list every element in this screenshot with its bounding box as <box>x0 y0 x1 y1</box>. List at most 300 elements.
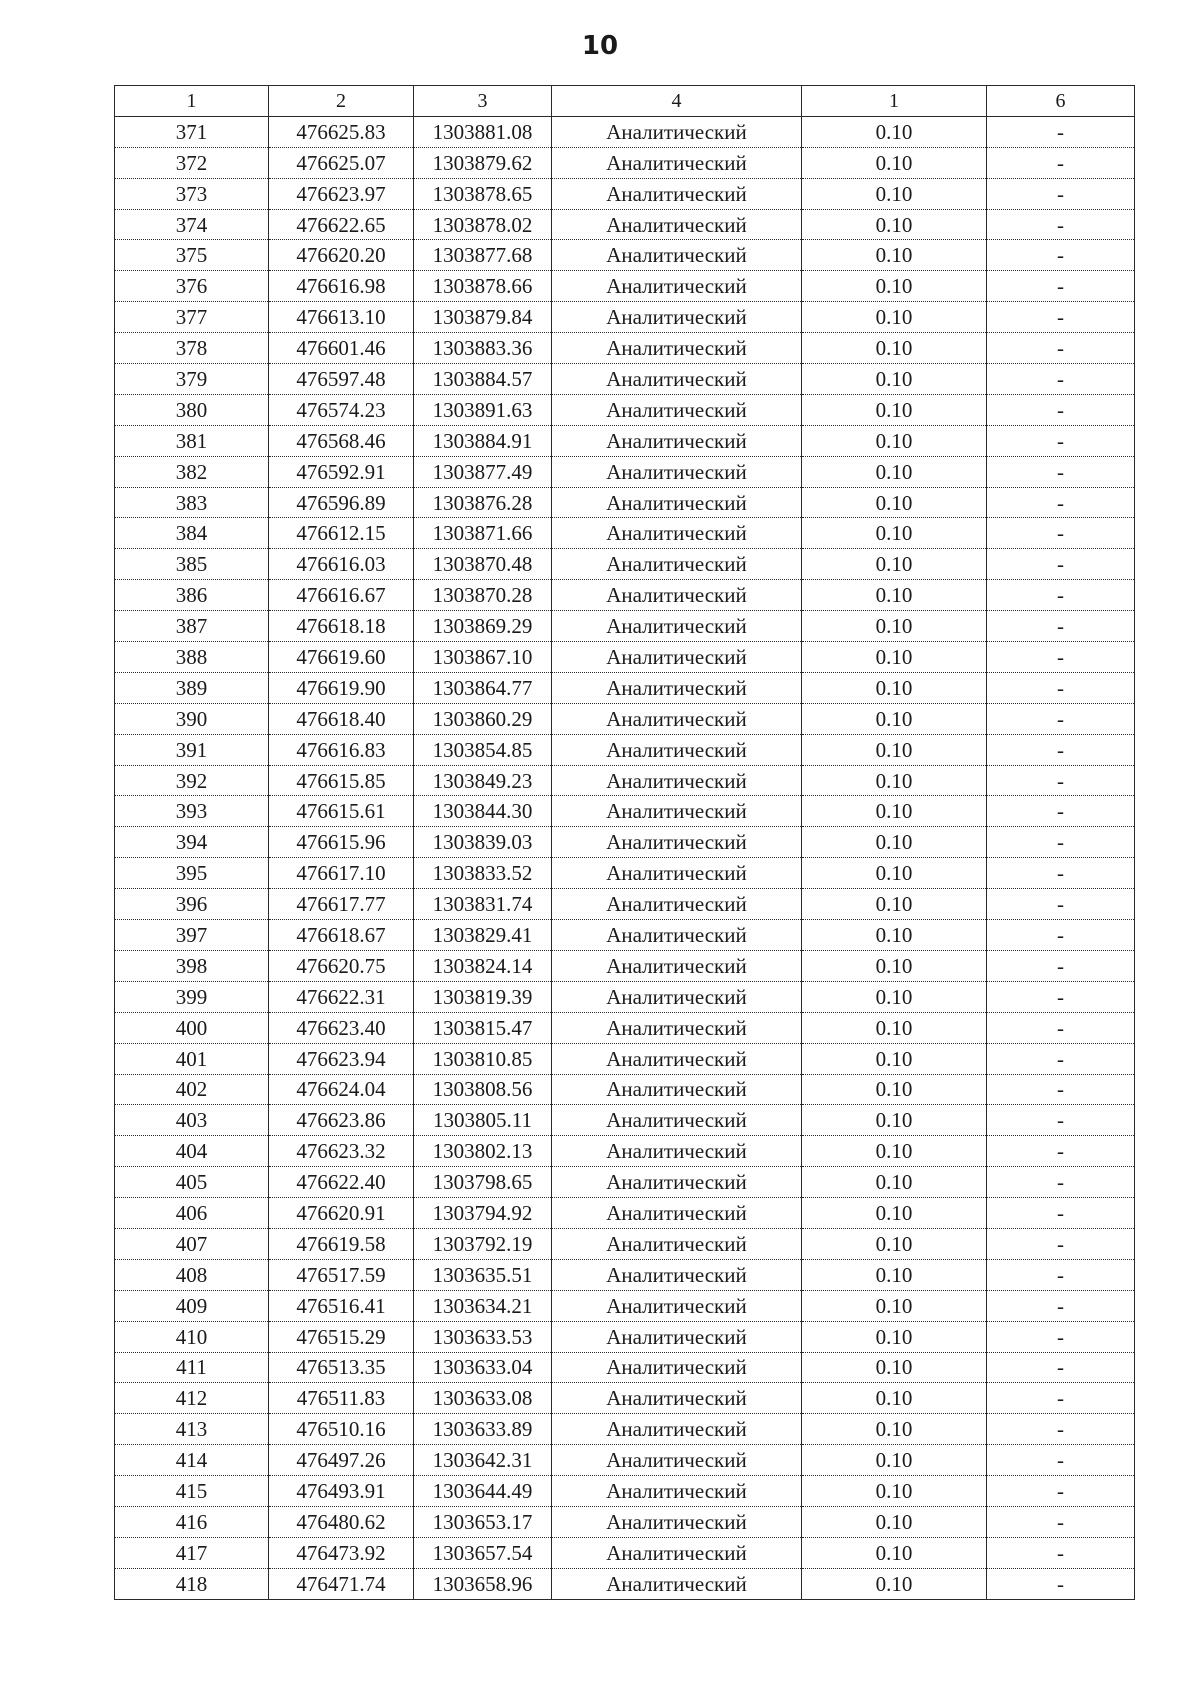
y-coordinate-cell: 1303878.65 <box>414 178 552 209</box>
method-cell: Аналитический <box>552 1105 802 1136</box>
note-cell: - <box>987 147 1135 178</box>
table-row <box>115 920 1135 951</box>
accuracy-cell: 0.10 <box>802 1352 987 1383</box>
method-cell: Аналитический <box>552 858 802 889</box>
x-coordinate-cell: 476624.04 <box>269 1074 414 1105</box>
y-coordinate-cell: 1303634.21 <box>414 1290 552 1321</box>
note-cell: - <box>987 703 1135 734</box>
accuracy-cell: 0.10 <box>802 487 987 518</box>
x-coordinate-cell: 476613.10 <box>269 302 414 333</box>
y-coordinate-cell: 1303879.62 <box>414 147 552 178</box>
note-cell: - <box>987 456 1135 487</box>
accuracy-cell: 0.10 <box>802 549 987 580</box>
table-row <box>115 333 1135 364</box>
accuracy-cell: 0.10 <box>802 364 987 395</box>
method-cell: Аналитический <box>552 456 802 487</box>
method-cell: Аналитический <box>552 827 802 858</box>
note-cell: - <box>987 580 1135 611</box>
method-cell: Аналитический <box>552 333 802 364</box>
accuracy-cell: 0.10 <box>802 518 987 549</box>
table-row <box>115 1198 1135 1229</box>
note-cell: - <box>987 1136 1135 1167</box>
y-coordinate-cell: 1303870.28 <box>414 580 552 611</box>
x-coordinate-cell: 476516.41 <box>269 1290 414 1321</box>
y-coordinate-cell: 1303877.49 <box>414 456 552 487</box>
method-cell: Аналитический <box>552 1012 802 1043</box>
x-coordinate-cell: 476616.67 <box>269 580 414 611</box>
point-number-cell: 382 <box>115 456 269 487</box>
x-coordinate-cell: 476623.32 <box>269 1136 414 1167</box>
column-header: 6 <box>987 86 1135 117</box>
point-number-cell: 395 <box>115 858 269 889</box>
point-number-cell: 375 <box>115 240 269 271</box>
method-cell: Аналитический <box>552 1537 802 1568</box>
table-row <box>115 1414 1135 1445</box>
table-row <box>115 734 1135 765</box>
y-coordinate-cell: 1303805.11 <box>414 1105 552 1136</box>
table-row <box>115 1167 1135 1198</box>
note-cell: - <box>987 1228 1135 1259</box>
x-coordinate-cell: 476597.48 <box>269 364 414 395</box>
point-number-cell: 376 <box>115 271 269 302</box>
note-cell: - <box>987 1290 1135 1321</box>
y-coordinate-cell: 1303642.31 <box>414 1445 552 1476</box>
note-cell: - <box>987 1352 1135 1383</box>
y-coordinate-cell: 1303653.17 <box>414 1506 552 1537</box>
y-coordinate-cell: 1303792.19 <box>414 1228 552 1259</box>
accuracy-cell: 0.10 <box>802 1259 987 1290</box>
accuracy-cell: 0.10 <box>802 116 987 147</box>
x-coordinate-cell: 476622.40 <box>269 1167 414 1198</box>
method-cell: Аналитический <box>552 209 802 240</box>
y-coordinate-cell: 1303657.54 <box>414 1537 552 1568</box>
point-number-cell: 387 <box>115 611 269 642</box>
point-number-cell: 398 <box>115 950 269 981</box>
point-number-cell: 374 <box>115 209 269 240</box>
accuracy-cell: 0.10 <box>802 271 987 302</box>
x-coordinate-cell: 476615.96 <box>269 827 414 858</box>
x-coordinate-cell: 476619.58 <box>269 1228 414 1259</box>
accuracy-cell: 0.10 <box>802 178 987 209</box>
method-cell: Аналитический <box>552 271 802 302</box>
note-cell: - <box>987 1568 1135 1599</box>
point-number-cell: 383 <box>115 487 269 518</box>
table-row <box>115 1383 1135 1414</box>
point-number-cell: 380 <box>115 394 269 425</box>
method-cell: Аналитический <box>552 1383 802 1414</box>
y-coordinate-cell: 1303635.51 <box>414 1259 552 1290</box>
point-number-cell: 408 <box>115 1259 269 1290</box>
table-row <box>115 1259 1135 1290</box>
y-coordinate-cell: 1303844.30 <box>414 796 552 827</box>
note-cell: - <box>987 1043 1135 1074</box>
accuracy-cell: 0.10 <box>802 209 987 240</box>
table-row <box>115 1012 1135 1043</box>
y-coordinate-cell: 1303633.53 <box>414 1321 552 1352</box>
y-coordinate-cell: 1303870.48 <box>414 549 552 580</box>
x-coordinate-cell: 476473.92 <box>269 1537 414 1568</box>
method-cell: Аналитический <box>552 950 802 981</box>
accuracy-cell: 0.10 <box>802 920 987 951</box>
table-row <box>115 1105 1135 1136</box>
method-cell: Аналитический <box>552 302 802 333</box>
table-row <box>115 703 1135 734</box>
y-coordinate-cell: 1303860.29 <box>414 703 552 734</box>
method-cell: Аналитический <box>552 1476 802 1507</box>
method-cell: Аналитический <box>552 1228 802 1259</box>
point-number-cell: 416 <box>115 1506 269 1537</box>
note-cell: - <box>987 1105 1135 1136</box>
accuracy-cell: 0.10 <box>802 1537 987 1568</box>
x-coordinate-cell: 476618.40 <box>269 703 414 734</box>
x-coordinate-cell: 476618.67 <box>269 920 414 951</box>
method-cell: Аналитический <box>552 796 802 827</box>
note-cell: - <box>987 209 1135 240</box>
table-row <box>115 1568 1135 1599</box>
table-row <box>115 1445 1135 1476</box>
accuracy-cell: 0.10 <box>802 981 987 1012</box>
point-number-cell: 378 <box>115 333 269 364</box>
y-coordinate-cell: 1303878.66 <box>414 271 552 302</box>
accuracy-cell: 0.10 <box>802 580 987 611</box>
table-row <box>115 518 1135 549</box>
method-cell: Аналитический <box>552 549 802 580</box>
method-cell: Аналитический <box>552 920 802 951</box>
x-coordinate-cell: 476619.90 <box>269 672 414 703</box>
column-header: 1 <box>115 86 269 117</box>
point-number-cell: 407 <box>115 1228 269 1259</box>
accuracy-cell: 0.10 <box>802 333 987 364</box>
note-cell: - <box>987 364 1135 395</box>
method-cell: Аналитический <box>552 518 802 549</box>
accuracy-cell: 0.10 <box>802 302 987 333</box>
coordinates-table <box>114 85 1135 1600</box>
note-cell: - <box>987 1445 1135 1476</box>
accuracy-cell: 0.10 <box>802 1506 987 1537</box>
x-coordinate-cell: 476517.59 <box>269 1259 414 1290</box>
x-coordinate-cell: 476617.10 <box>269 858 414 889</box>
method-cell: Аналитический <box>552 1506 802 1537</box>
table-row <box>115 1228 1135 1259</box>
note-cell: - <box>987 271 1135 302</box>
point-number-cell: 413 <box>115 1414 269 1445</box>
note-cell: - <box>987 672 1135 703</box>
accuracy-cell: 0.10 <box>802 1105 987 1136</box>
note-cell: - <box>987 796 1135 827</box>
y-coordinate-cell: 1303884.57 <box>414 364 552 395</box>
x-coordinate-cell: 476616.98 <box>269 271 414 302</box>
x-coordinate-cell: 476601.46 <box>269 333 414 364</box>
y-coordinate-cell: 1303867.10 <box>414 642 552 673</box>
point-number-cell: 385 <box>115 549 269 580</box>
column-header: 1 <box>802 86 987 117</box>
x-coordinate-cell: 476480.62 <box>269 1506 414 1537</box>
x-coordinate-cell: 476623.86 <box>269 1105 414 1136</box>
accuracy-cell: 0.10 <box>802 456 987 487</box>
method-cell: Аналитический <box>552 1167 802 1198</box>
method-cell: Аналитический <box>552 1352 802 1383</box>
column-header: 2 <box>269 86 414 117</box>
method-cell: Аналитический <box>552 178 802 209</box>
point-number-cell: 405 <box>115 1167 269 1198</box>
y-coordinate-cell: 1303815.47 <box>414 1012 552 1043</box>
point-number-cell: 415 <box>115 1476 269 1507</box>
point-number-cell: 404 <box>115 1136 269 1167</box>
method-cell: Аналитический <box>552 765 802 796</box>
accuracy-cell: 0.10 <box>802 1074 987 1105</box>
y-coordinate-cell: 1303877.68 <box>414 240 552 271</box>
y-coordinate-cell: 1303883.36 <box>414 333 552 364</box>
y-coordinate-cell: 1303884.91 <box>414 425 552 456</box>
table-row <box>115 1321 1135 1352</box>
accuracy-cell: 0.10 <box>802 1198 987 1229</box>
point-number-cell: 402 <box>115 1074 269 1105</box>
table-body <box>115 116 1135 1599</box>
accuracy-cell: 0.10 <box>802 240 987 271</box>
point-number-cell: 401 <box>115 1043 269 1074</box>
note-cell: - <box>987 178 1135 209</box>
note-cell: - <box>987 1012 1135 1043</box>
method-cell: Аналитический <box>552 1414 802 1445</box>
x-coordinate-cell: 476623.40 <box>269 1012 414 1043</box>
method-cell: Аналитический <box>552 734 802 765</box>
point-number-cell: 400 <box>115 1012 269 1043</box>
accuracy-cell: 0.10 <box>802 950 987 981</box>
accuracy-cell: 0.10 <box>802 147 987 178</box>
method-cell: Аналитический <box>552 580 802 611</box>
accuracy-cell: 0.10 <box>802 425 987 456</box>
y-coordinate-cell: 1303658.96 <box>414 1568 552 1599</box>
y-coordinate-cell: 1303891.63 <box>414 394 552 425</box>
x-coordinate-cell: 476622.65 <box>269 209 414 240</box>
method-cell: Аналитический <box>552 1198 802 1229</box>
method-cell: Аналитический <box>552 1568 802 1599</box>
point-number-cell: 390 <box>115 703 269 734</box>
accuracy-cell: 0.10 <box>802 734 987 765</box>
point-number-cell: 388 <box>115 642 269 673</box>
table-row <box>115 302 1135 333</box>
accuracy-cell: 0.10 <box>802 642 987 673</box>
table-header-row <box>115 86 1135 117</box>
x-coordinate-cell: 476620.75 <box>269 950 414 981</box>
accuracy-cell: 0.10 <box>802 703 987 734</box>
x-coordinate-cell: 476574.23 <box>269 394 414 425</box>
x-coordinate-cell: 476620.20 <box>269 240 414 271</box>
accuracy-cell: 0.10 <box>802 611 987 642</box>
method-cell: Аналитический <box>552 240 802 271</box>
y-coordinate-cell: 1303864.77 <box>414 672 552 703</box>
method-cell: Аналитический <box>552 1259 802 1290</box>
method-cell: Аналитический <box>552 425 802 456</box>
y-coordinate-cell: 1303878.02 <box>414 209 552 240</box>
note-cell: - <box>987 1476 1135 1507</box>
note-cell: - <box>987 920 1135 951</box>
accuracy-cell: 0.10 <box>802 1383 987 1414</box>
accuracy-cell: 0.10 <box>802 1228 987 1259</box>
table-row <box>115 950 1135 981</box>
method-cell: Аналитический <box>552 672 802 703</box>
method-cell: Аналитический <box>552 642 802 673</box>
accuracy-cell: 0.10 <box>802 827 987 858</box>
point-number-cell: 379 <box>115 364 269 395</box>
accuracy-cell: 0.10 <box>802 1290 987 1321</box>
point-number-cell: 389 <box>115 672 269 703</box>
y-coordinate-cell: 1303881.08 <box>414 116 552 147</box>
y-coordinate-cell: 1303644.49 <box>414 1476 552 1507</box>
table-row <box>115 1074 1135 1105</box>
note-cell: - <box>987 518 1135 549</box>
note-cell: - <box>987 981 1135 1012</box>
y-coordinate-cell: 1303871.66 <box>414 518 552 549</box>
x-coordinate-cell: 476616.03 <box>269 549 414 580</box>
point-number-cell: 391 <box>115 734 269 765</box>
table-row <box>115 642 1135 673</box>
point-number-cell: 396 <box>115 889 269 920</box>
point-number-cell: 403 <box>115 1105 269 1136</box>
y-coordinate-cell: 1303849.23 <box>414 765 552 796</box>
x-coordinate-cell: 476619.60 <box>269 642 414 673</box>
y-coordinate-cell: 1303633.08 <box>414 1383 552 1414</box>
accuracy-cell: 0.10 <box>802 796 987 827</box>
x-coordinate-cell: 476615.85 <box>269 765 414 796</box>
note-cell: - <box>987 487 1135 518</box>
table-row <box>115 271 1135 302</box>
x-coordinate-cell: 476625.83 <box>269 116 414 147</box>
point-number-cell: 409 <box>115 1290 269 1321</box>
y-coordinate-cell: 1303633.89 <box>414 1414 552 1445</box>
table-row <box>115 796 1135 827</box>
note-cell: - <box>987 611 1135 642</box>
table-row <box>115 1136 1135 1167</box>
table-row <box>115 1043 1135 1074</box>
note-cell: - <box>987 1321 1135 1352</box>
note-cell: - <box>987 889 1135 920</box>
note-cell: - <box>987 549 1135 580</box>
accuracy-cell: 0.10 <box>802 1568 987 1599</box>
x-coordinate-cell: 476612.15 <box>269 518 414 549</box>
accuracy-cell: 0.10 <box>802 394 987 425</box>
column-header: 3 <box>414 86 552 117</box>
y-coordinate-cell: 1303633.04 <box>414 1352 552 1383</box>
point-number-cell: 410 <box>115 1321 269 1352</box>
y-coordinate-cell: 1303879.84 <box>414 302 552 333</box>
point-number-cell: 418 <box>115 1568 269 1599</box>
method-cell: Аналитический <box>552 394 802 425</box>
note-cell: - <box>987 240 1135 271</box>
accuracy-cell: 0.10 <box>802 858 987 889</box>
note-cell: - <box>987 765 1135 796</box>
point-number-cell: 386 <box>115 580 269 611</box>
accuracy-cell: 0.10 <box>802 1167 987 1198</box>
table-row <box>115 672 1135 703</box>
note-cell: - <box>987 1537 1135 1568</box>
method-cell: Аналитический <box>552 703 802 734</box>
point-number-cell: 412 <box>115 1383 269 1414</box>
note-cell: - <box>987 858 1135 889</box>
table-row <box>115 487 1135 518</box>
x-coordinate-cell: 476623.97 <box>269 178 414 209</box>
accuracy-cell: 0.10 <box>802 1445 987 1476</box>
accuracy-cell: 0.10 <box>802 1136 987 1167</box>
accuracy-cell: 0.10 <box>802 889 987 920</box>
y-coordinate-cell: 1303810.85 <box>414 1043 552 1074</box>
method-cell: Аналитический <box>552 147 802 178</box>
table-row <box>115 209 1135 240</box>
note-cell: - <box>987 1198 1135 1229</box>
y-coordinate-cell: 1303794.92 <box>414 1198 552 1229</box>
y-coordinate-cell: 1303876.28 <box>414 487 552 518</box>
accuracy-cell: 0.10 <box>802 1012 987 1043</box>
point-number-cell: 384 <box>115 518 269 549</box>
note-cell: - <box>987 1074 1135 1105</box>
method-cell: Аналитический <box>552 1321 802 1352</box>
note-cell: - <box>987 1383 1135 1414</box>
y-coordinate-cell: 1303869.29 <box>414 611 552 642</box>
table-row <box>115 1290 1135 1321</box>
method-cell: Аналитический <box>552 116 802 147</box>
y-coordinate-cell: 1303831.74 <box>414 889 552 920</box>
x-coordinate-cell: 476510.16 <box>269 1414 414 1445</box>
point-number-cell: 393 <box>115 796 269 827</box>
table-row <box>115 549 1135 580</box>
table-row <box>115 1506 1135 1537</box>
x-coordinate-cell: 476515.29 <box>269 1321 414 1352</box>
x-coordinate-cell: 476513.35 <box>269 1352 414 1383</box>
accuracy-cell: 0.10 <box>802 765 987 796</box>
point-number-cell: 417 <box>115 1537 269 1568</box>
table-row <box>115 611 1135 642</box>
point-number-cell: 377 <box>115 302 269 333</box>
method-cell: Аналитический <box>552 1136 802 1167</box>
table-row <box>115 889 1135 920</box>
table-row <box>115 1476 1135 1507</box>
note-cell: - <box>987 1414 1135 1445</box>
point-number-cell: 373 <box>115 178 269 209</box>
column-header: 4 <box>552 86 802 117</box>
method-cell: Аналитический <box>552 487 802 518</box>
method-cell: Аналитический <box>552 1074 802 1105</box>
x-coordinate-cell: 476568.46 <box>269 425 414 456</box>
table-row <box>115 456 1135 487</box>
y-coordinate-cell: 1303824.14 <box>414 950 552 981</box>
x-coordinate-cell: 476625.07 <box>269 147 414 178</box>
point-number-cell: 394 <box>115 827 269 858</box>
table-row <box>115 240 1135 271</box>
method-cell: Аналитический <box>552 611 802 642</box>
x-coordinate-cell: 476618.18 <box>269 611 414 642</box>
table-row <box>115 116 1135 147</box>
table-row <box>115 1352 1135 1383</box>
point-number-cell: 392 <box>115 765 269 796</box>
point-number-cell: 414 <box>115 1445 269 1476</box>
note-cell: - <box>987 425 1135 456</box>
y-coordinate-cell: 1303808.56 <box>414 1074 552 1105</box>
point-number-cell: 381 <box>115 425 269 456</box>
method-cell: Аналитический <box>552 364 802 395</box>
x-coordinate-cell: 476511.83 <box>269 1383 414 1414</box>
y-coordinate-cell: 1303839.03 <box>414 827 552 858</box>
note-cell: - <box>987 642 1135 673</box>
table-row <box>115 394 1135 425</box>
table-row <box>115 178 1135 209</box>
x-coordinate-cell: 476623.94 <box>269 1043 414 1074</box>
note-cell: - <box>987 734 1135 765</box>
accuracy-cell: 0.10 <box>802 1414 987 1445</box>
y-coordinate-cell: 1303802.13 <box>414 1136 552 1167</box>
x-coordinate-cell: 476617.77 <box>269 889 414 920</box>
method-cell: Аналитический <box>552 889 802 920</box>
y-coordinate-cell: 1303819.39 <box>414 981 552 1012</box>
